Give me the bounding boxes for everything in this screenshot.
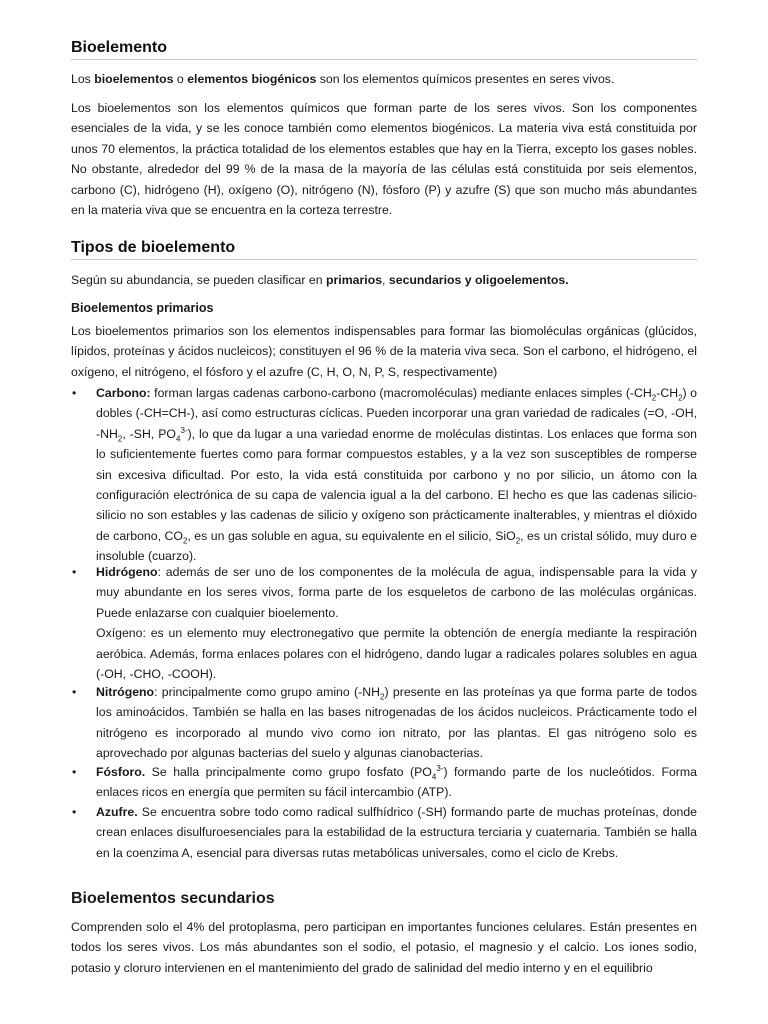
list-item-nitrogeno xyxy=(71,682,697,764)
text: ), lo que da lugar a una variedad enorme de moléculas distintas. Los enlaces que forma son lo suficientemente fuertes como para formar compuestos estables, y a la vez son susceptibles de romperse sin excesiva dificultad. Por esto, la vida está constituida por carbono y no por silicio, un átomo con la configuración electrónica de su capa de valencia igual a la del carbono. El hecho es que las cadenas silicio-silicio no son estables y las cadenas de silicio y oxígeno son prácticamente inalterables, y mientras el dióxido de carbono, CO xyxy=(96,426,697,543)
text: : además de ser uno de los componentes de la molécula de agua, indispensable para la vida y muy abundante en los seres vivos, forma parte de los esqueletos de carbono de las moléculas orgánicas. Puede enlazarse con cualquier bioelemento. xyxy=(96,565,697,620)
text: forman largas cadenas carbono-carbono (macromoléculas) mediante enlaces simples (-CH xyxy=(150,386,652,400)
bold-term: secundarios y oligoelementos. xyxy=(388,273,569,287)
intro-paragraph xyxy=(71,69,697,89)
bullet-icon: • xyxy=(72,685,77,699)
subscript: 2 xyxy=(515,536,521,546)
text: Según su abundancia, se pueden clasificar en xyxy=(71,273,326,287)
secundarios-paragraph: Comprenden solo el 4% del protoplasma, pero participan en importantes funciones celulares. Están presentes en todos los seres vivos. Los más abundantes son el sodio, el potasio, el magnesio y el calcio. Los iones sodio, potasio y cloruro intervienen en el mantenimiento del grado de salinidad del medio interno y en el equilibrio xyxy=(71,920,697,975)
text: Los xyxy=(71,72,95,86)
bold-term: Hidrógeno xyxy=(96,565,158,579)
text: ) formando parte de los nucleótidos. Forma enlaces ricos en energía que permiten su fácil intercambio (ATP). xyxy=(96,765,697,800)
superscript: 3- xyxy=(436,763,444,773)
list-item-hidrogeno xyxy=(71,562,697,684)
list-item-text xyxy=(96,383,697,567)
classification-paragraph xyxy=(71,270,697,290)
list-item-fosforo xyxy=(71,762,697,803)
bullet-icon: • xyxy=(72,565,77,579)
text: -CH xyxy=(656,386,679,400)
list-item-text xyxy=(96,562,697,684)
bold-term: Nitrógeno xyxy=(96,685,155,699)
subscript: 2 xyxy=(117,434,123,444)
oxigeno-text: Oxígeno: es un elemento muy electronegativo que permite la obtención de energía mediante la respiración aeróbica. Además, forma enlaces polares con el hidrógeno, dando lugar a radicales polares solubles en agua (-OH, -CHO, -COOH). xyxy=(96,626,697,682)
primarios-paragraph: Los bioelementos primarios son los elementos indispensables para formar las biomoléculas orgánicas (glúcidos, lípidos, proteínas y ácidos nucleicos); constituyen el 96 % de la materia viva seca. Son el carbono, el hidrógeno, el oxígeno, el nitrógeno, el fósforo y el azufre (C, H, O, N, P, S, respectivamente) xyxy=(71,324,697,379)
bold-term: primarios xyxy=(326,273,383,287)
subscript: 4 xyxy=(175,434,181,444)
text: Se encuentra sobre todo como radical sulfhídrico (-SH) formando parte de muchas proteínas, donde crean enlaces disulfuroesenciales para la estabilidad de la estructura terciaria y cuaternaria. También se halla en la coenzima A, esencial para diversas rutas metabólicas universales, como el ciclo de Krebs. xyxy=(96,805,697,860)
subscript: 2 xyxy=(380,692,385,702)
bold-term: elementos biogénicos xyxy=(187,72,317,86)
list-item-azufre xyxy=(71,802,697,863)
bold-term: bioelementos xyxy=(94,72,174,86)
text: Se halla principalmente como grupo fosfato (PO xyxy=(145,765,432,779)
subscript: 4 xyxy=(431,772,437,782)
text: o xyxy=(173,72,188,86)
text: : principalmente como grupo amino (-NH xyxy=(154,685,381,699)
text: son los elementos químicos presentes en seres vivos. xyxy=(316,72,615,86)
text: ) o dobles (-CH=CH-), así como estructuras cíclicas. Pueden incorporar una gran variedad de radicales (=O, -OH, -NH xyxy=(96,386,697,441)
bold-term: Azufre. xyxy=(96,805,138,819)
bold-term: Carbono: xyxy=(96,386,151,400)
subscript: 2 xyxy=(182,536,188,546)
list-item-text xyxy=(96,682,697,764)
text: , xyxy=(382,273,389,287)
subheading-primarios: Bioelementos primarios xyxy=(71,301,214,315)
subscript: 2 xyxy=(651,393,657,403)
superscript: 3- xyxy=(180,425,188,435)
definition-paragraph: Los bioelementos son los elementos químicos que forman parte de los seres vivos. Son los componentes esenciales de la vida, y se les conoce también como elementos biogénicos. La materia viva está constituida por unos 70 elementos, la práctica totalidad de los elementos estables que hay en la Tierra, excepto los gases nobles. No obstante, alrededor del 99 % de la masa de la mayoría de las células está constituida por seis elementos, carbono (C), hidrógeno (H), oxígeno (O), nitrógeno (N), fósforo (P) y azufre (S) que son mucho más abundantes en la materia viva que se encuentra en la corteza terrestre. xyxy=(71,101,697,218)
list-item-text xyxy=(96,762,697,803)
heading-secundarios: Bioelementos secundarios xyxy=(71,890,275,907)
heading-tipos: Tipos de bioelemento xyxy=(71,238,697,260)
bold-term: Fósforo. xyxy=(96,765,146,779)
text: , -SH, PO xyxy=(122,426,176,441)
text: ) presente en las proteínas ya que forma parte de todos los aminoácidos. También se halla en las bases nitrogenadas de los ácidos nucleicos. Prácticamente todo el nitrógeno es incorporado al mundo vivo como ion nitrato, por las plantas. El gas nitrógeno solo es aprovechado por algunas bacterias del suelo y algunas cianobacterias. xyxy=(96,685,697,761)
heading-bioelemento: Bioelemento xyxy=(71,38,697,60)
bullet-icon: • xyxy=(72,765,77,779)
text: , es un cristal sólido, muy duro e insoluble (cuarzo). xyxy=(96,528,697,564)
list-item-text xyxy=(96,802,697,863)
subscript: 2 xyxy=(678,393,683,403)
text: , es un gas soluble en agua, su equivalente en el silicio, SiO xyxy=(187,528,516,543)
bullet-icon: • xyxy=(72,386,77,400)
list-item-carbono xyxy=(71,383,697,567)
bullet-icon: • xyxy=(72,805,77,819)
